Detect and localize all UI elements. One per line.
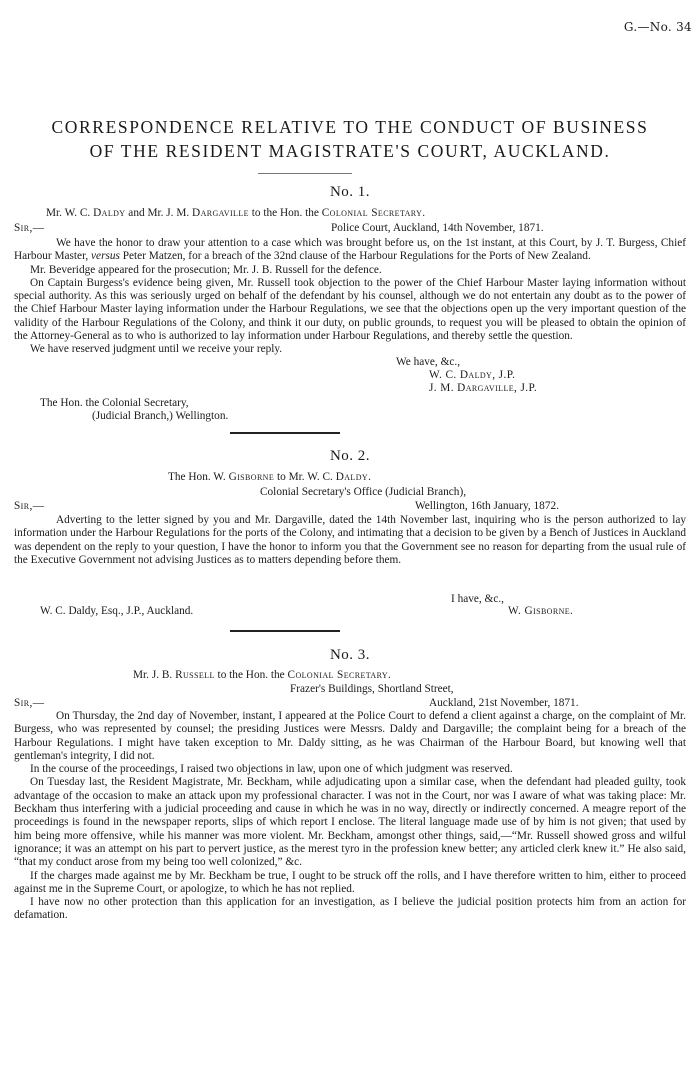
letter-2-signature: W. Gisborne. xyxy=(508,605,574,617)
letter-1-addressee-1: The Hon. the Colonial Secretary, xyxy=(40,397,189,409)
letter-2-closing: I have, &c., xyxy=(451,593,505,605)
title-divider xyxy=(258,173,352,174)
letter-1-paragraph-2: Mr. Beveridge appeared for the prosecution; Mr. J. B. Russell for the defence. xyxy=(30,263,382,276)
letter-1-body xyxy=(14,237,686,357)
letter-3-address-2: Auckland, 21st November, 1871. xyxy=(429,697,579,709)
letter-1-heading: Mr. W. C. Daldy and Mr. J. M. Dargaville to the Hon. the Colonial Secretary. xyxy=(46,207,426,219)
letter-1-paragraph-4: We have reserved judgment until we receive your reply. xyxy=(30,343,283,356)
letter-3-body xyxy=(14,710,686,923)
letter-3-paragraph-2: In the course of the proceedings, I raised two objections in law, upon one of which judgment was reserved. xyxy=(30,763,513,776)
letter-2-heading: The Hon. W. Gisborne to Mr. W. C. Daldy. xyxy=(168,471,372,483)
letter-1-signature-1: W. C. Daldy, J.P. xyxy=(429,369,516,381)
letter-1-closing: We have, &c., xyxy=(396,356,461,368)
document-title-line-1: CORRESPONDENCE RELATIVE TO THE CONDUCT OF BUSINESS xyxy=(51,117,649,137)
letter-3-paragraph-1: On Thursday, the 2nd day of November, instant, I appeared at the Police Court to defend a client against a charge, on the complaint of Mr. Burgess, who was represented by counsel; the presiding Justices were Messrs. Daldy and Dargaville; the complaint being for a breach of the Harbour Regulations. I might have taken exception to Mr. Daldy sitting, as he was Chairman of the Harbour Board, but knowing well that gentleman's integrity, I did not. xyxy=(14,710,686,762)
letter-3-paragraph-5: I have now no other protection than this application for an investigation, as I believe the judicial position protects him from an action for defamation. xyxy=(14,896,686,922)
letter-2-number: No. 2. xyxy=(329,448,371,464)
letter-3-number: No. 3. xyxy=(329,647,371,663)
letter-2-body xyxy=(14,514,686,567)
letter-3-salutation: Sir,— xyxy=(14,697,45,709)
letter-1-addressee-2: (Judicial Branch,) Wellington. xyxy=(92,410,229,422)
section-divider xyxy=(230,432,340,434)
letter-2-address-2: Wellington, 16th January, 1872. xyxy=(415,500,559,512)
letter-1-address: Police Court, Auckland, 14th November, 1871. xyxy=(331,222,544,234)
letter-2-address-1: Colonial Secretary's Office (Judicial Branch), xyxy=(260,486,467,498)
letter-1-number: No. 1. xyxy=(329,184,371,200)
letter-3-paragraph-4: If the charges made against me by Mr. Beckham be true, I ought to be struck off the rolls, and I have therefore written to him, either to proceed against me in the Supreme Court, or apologize, to which he has not replied. xyxy=(14,869,686,895)
letter-1-signature-2: J. M. Dargaville, J.P. xyxy=(429,382,538,394)
letter-3-paragraph-3: On Tuesday last, the Resident Magistrate, Mr. Beckham, while adjudicating upon a similar case, when the defendant had pleaded guilty, took advantage of the occasion to make an attack upon my professional character. I was not in the Court, nor was I aware of what was taking place: Mr. Beckham thus interfering with a judicial proceeding and cause in which he was in no way, directly or indirectly concerned. A meagre report of the proceedings is found in the newspaper reports, slips of which report I enclose. The literal language made use of by him is not given; that used by him being more offensive, while his manner was more violent. Mr. Beckham, amongst other things, said,—“Mr. Russell showed gross and wilful ignorance; it was an attempt on his part to pervert justice, as the merest tyro in the profession knew better; any articled clerk knew it.” He also said, “that my conduct arose from my being too well colonized,” &c. xyxy=(14,776,686,869)
letter-1-paragraph-1: We have the honor to draw your attention to a case which was brought before us, on the 1st instant, at this Court, by J. T. Burgess, Chief Harbour Master, versus Peter Matzen, for a breach of the 32nd clause of the Harbour Regulations for the Ports of New Zealand. xyxy=(14,237,686,263)
letter-3-address-1: Frazer's Buildings, Shortland Street, xyxy=(290,683,454,695)
letter-1-paragraph-3: On Captain Burgess's evidence being given, Mr. Russell took objection to the power of the Chief Harbour Master laying information without special authority. As this was seriously urged on behalf of the defendant by his counsel, although we do not entertain any doubt as to the power of the Chief Harbour Master laying information under the Harbour Regulations, we see that the objections open up the very important question of the validity of the Harbour Regulations of the Colony, and think it our duty, on public grounds, to request you will be pleased to obtain the opinion of the Attorney-General as to who is authorized to lay information under Harbour Regulations, and thereby settle the question. xyxy=(14,276,686,343)
letter-2-salutation: Sir,— xyxy=(14,500,45,512)
letter-2-addressee: W. C. Daldy, Esq., J.P., Auckland. xyxy=(40,605,194,617)
letter-2-paragraph-1: Adverting to the letter signed by you and Mr. Dargaville, dated the 14th November last, inquiring who is the person authorized to lay information under the Harbour Regulations for the ports of the Colony, and intimating that a decision to be given by a Bench of Justices in Auckland was dependent on the reply to your question, I have the honor to inform you that the Government see no reason for departing from the usual rule of the Executive Government not advising Justices as to matters depending before them. xyxy=(14,514,686,566)
document-title-line-2: OF THE RESIDENT MAGISTRATE'S COURT, AUCKLAND. xyxy=(89,141,611,161)
document-reference: G.—No. 34 xyxy=(623,20,692,34)
letter-1-salutation: Sir,— xyxy=(14,222,45,234)
section-divider xyxy=(230,630,340,632)
letter-3-heading: Mr. J. B. Russell to the Hon. the Colonial Secretary. xyxy=(133,669,392,681)
